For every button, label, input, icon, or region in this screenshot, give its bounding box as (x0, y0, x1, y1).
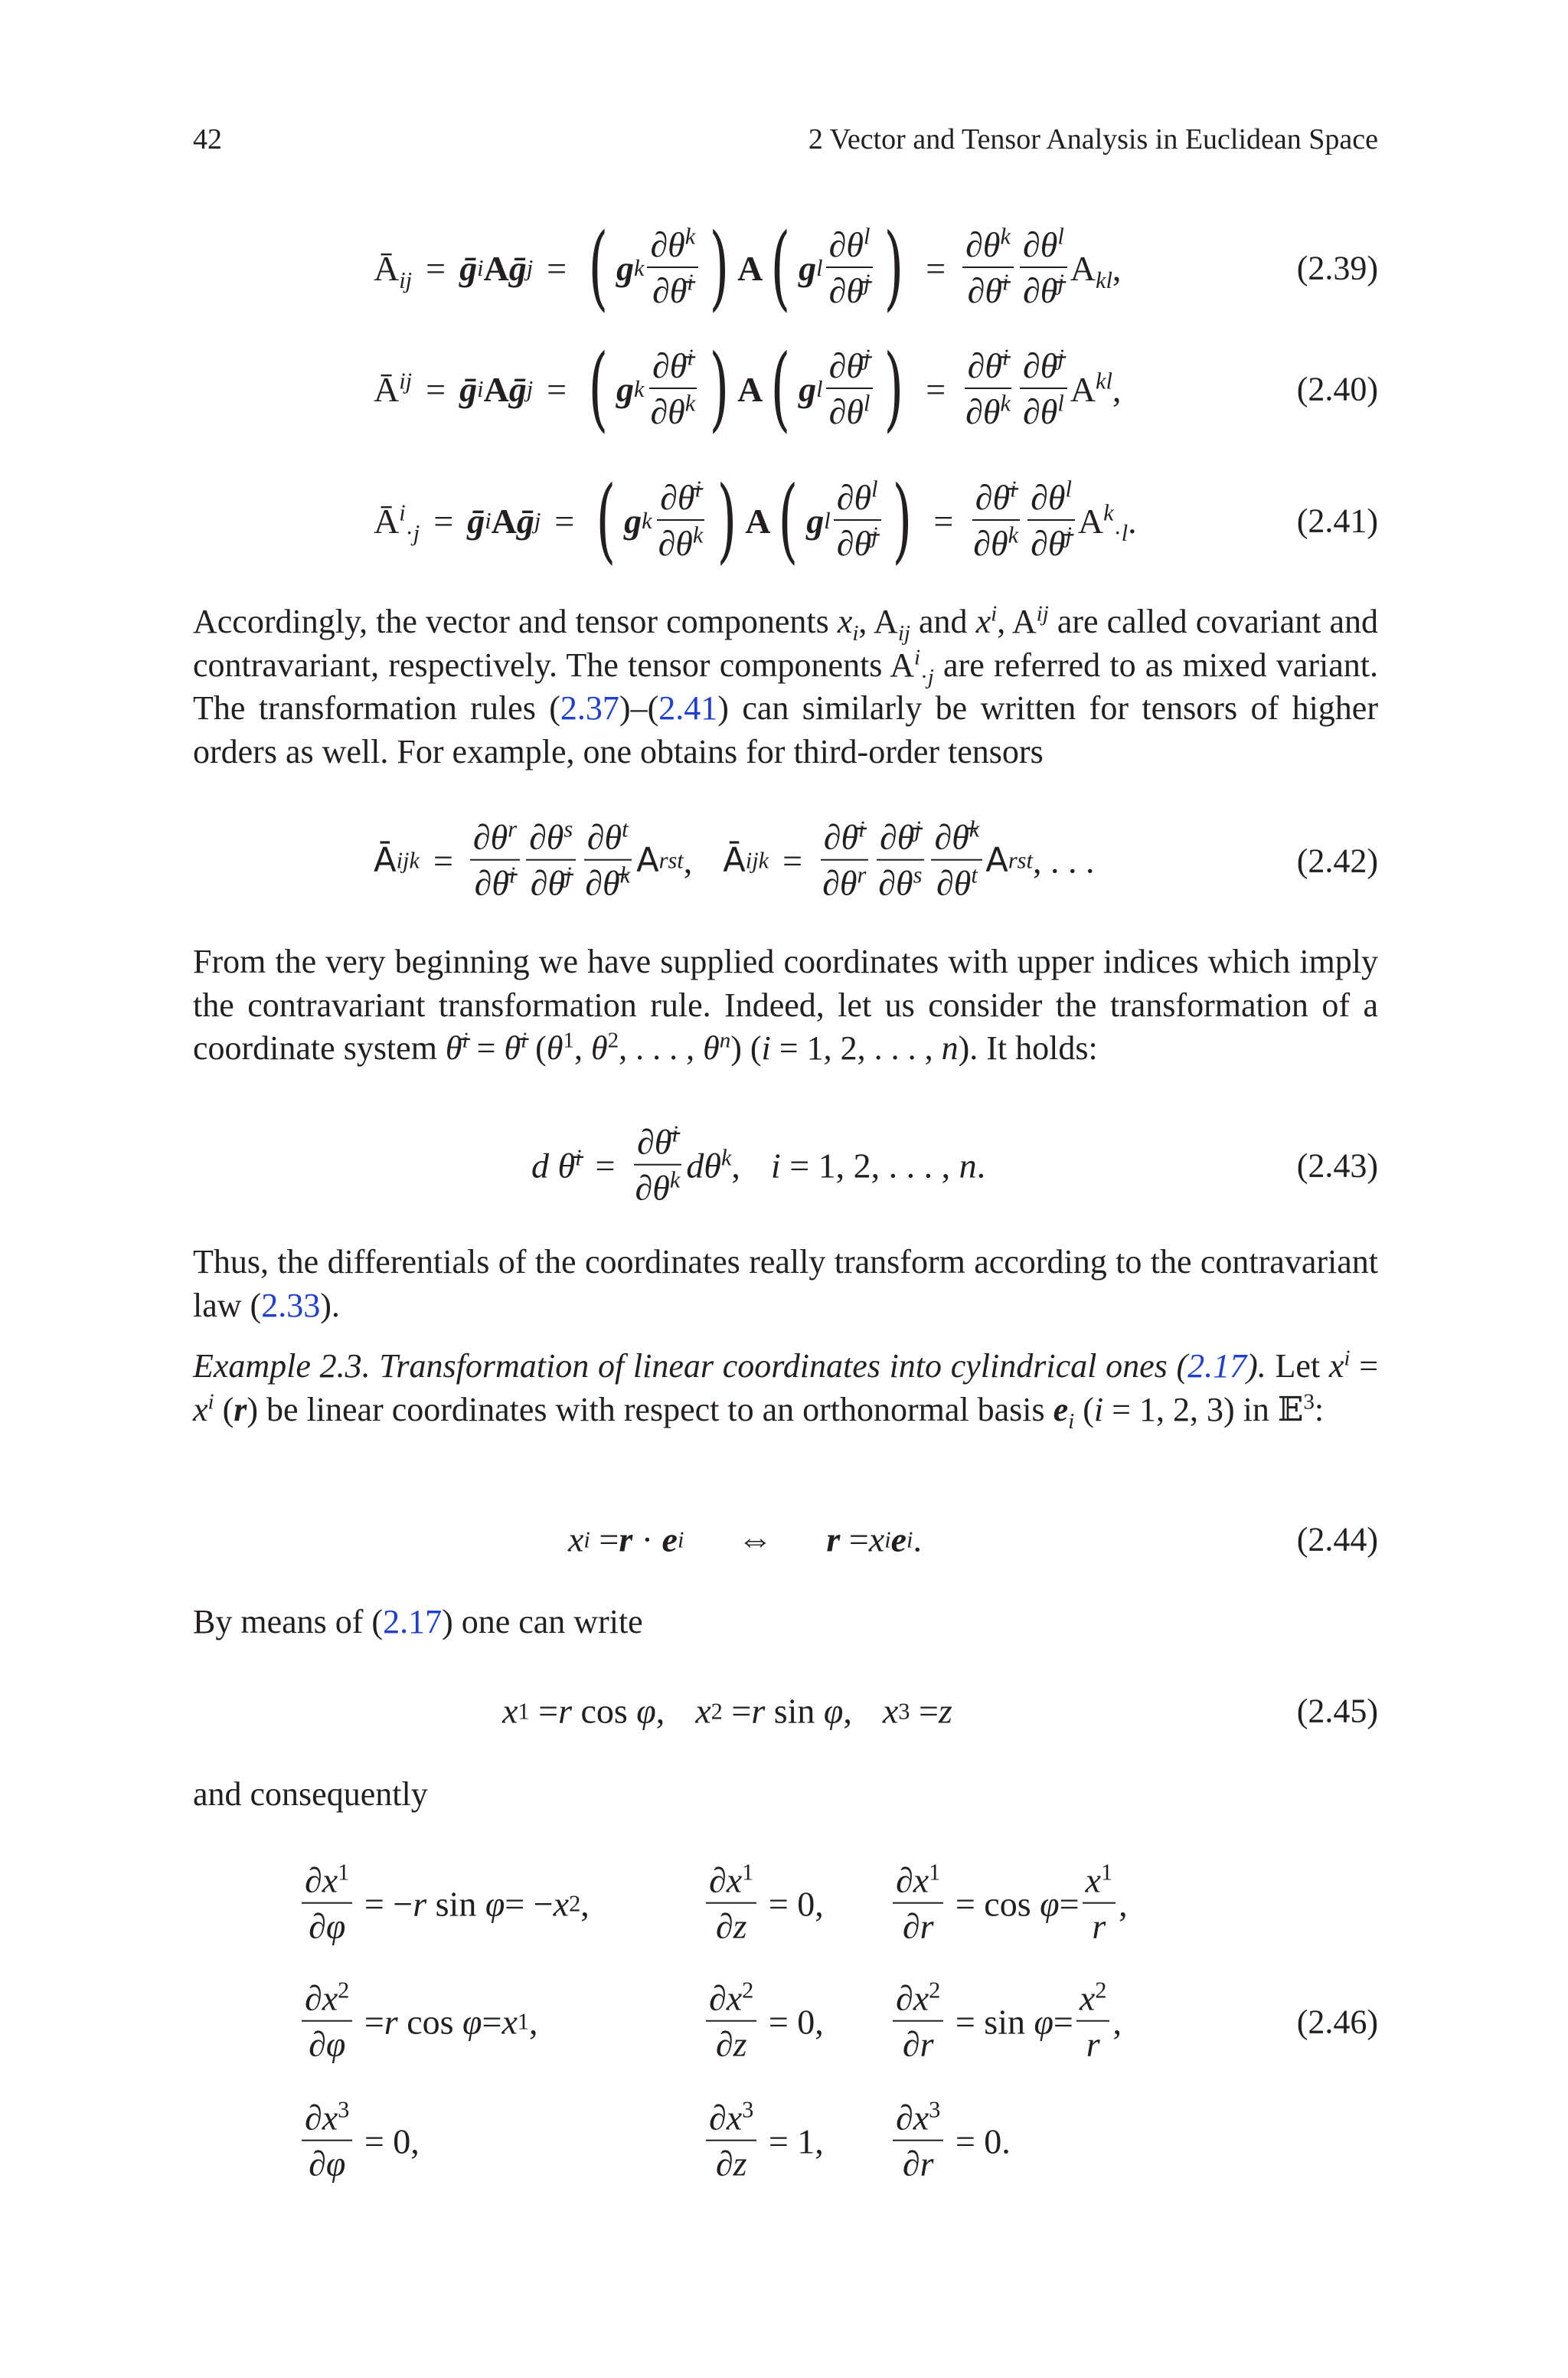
equation-number: (2.46) (1296, 2003, 1378, 2041)
running-head: 2 Vector and Tensor Analysis in Euclidean Space (808, 123, 1378, 155)
paragraph-coordinates: From the very beginning we have supplied coordinates with upper indices which imply the contravariant transformation rule. Indeed, let us consider the transformation of a coordinate system θ̄$^i$ = θ̄$^i$ ($\theta^1$, $\theta^2$, . . . , $\theta^n$) (i = 1, 2, . . . , n). It holds: (193, 943, 1378, 1067)
equation-number: (2.39) (1296, 249, 1378, 287)
link-eq-2-17-b[interactable]: 2.17 (383, 1603, 443, 1640)
paragraph-components: Accordingly, the vector and tensor components $x_i$, $A_{ij}$ and $x^i$, $A^{ij}$ are called covariant and contravariant, respectively. The tensor components $A^i_{\cdot j}$ are referred to as mixed variant. The transformation rules (2.37)–(2.41) can similarly be written for tensors of higher orders as well. For example, one obtains for third-order tensors (193, 601, 1378, 770)
equation-number: (2.41) (1296, 502, 1378, 540)
equation-number: (2.45) (1296, 1692, 1378, 1730)
paragraph-consequently: and consequently (193, 1775, 428, 1813)
link-eq-2-17[interactable]: 2.17 (1187, 1347, 1247, 1385)
link-eq-2-41[interactable]: 2.41 (658, 689, 718, 727)
page-number: 42 (193, 123, 222, 155)
equation-number: (2.43) (1296, 1146, 1378, 1185)
equation-number: (2.42) (1296, 842, 1378, 880)
link-eq-2-37[interactable]: 2.37 (560, 689, 619, 727)
equation-number: (2.44) (1296, 1520, 1378, 1559)
paragraph-differentials: Thus, the differentials of the coordinates really transform according to the contravariant law (2.33). (193, 1243, 1378, 1324)
example-title: Example 2.3. Transformation of linear coordinates into cylindrical ones (2.17). (193, 1347, 1266, 1385)
paragraph-by-means: By means of (2.17) one can write (193, 1603, 643, 1640)
example-2-3: Example 2.3. Transformation of linear coordinates into cylindrical ones (2.17). Let $x^i = x^i$ (r) be linear coordinates with respect to an orthonormal basis $e_i$ (i = 1, 2, 3) in 𝔼$^3$: (193, 1346, 1379, 1434)
link-eq-2-33[interactable]: 2.33 (261, 1286, 321, 1324)
equation-number: (2.40) (1296, 370, 1378, 408)
